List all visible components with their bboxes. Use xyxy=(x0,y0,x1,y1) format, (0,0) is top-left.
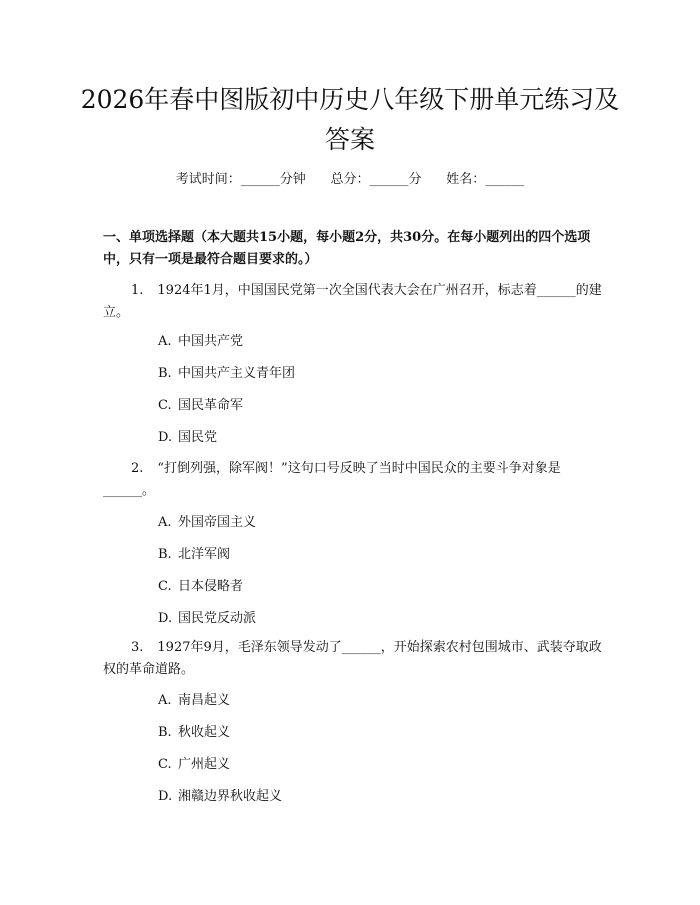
option-text: 外国帝国主义 xyxy=(178,515,257,530)
document-title: 2026年春中图版初中历史八年级下册单元练习及答案 xyxy=(80,85,620,154)
question-number: 3. xyxy=(131,640,144,655)
question-3-option-b[interactable] xyxy=(158,724,230,742)
question-1-option-a[interactable] xyxy=(158,333,243,351)
option-text: 中国共产主义青年团 xyxy=(178,366,296,381)
question-3 xyxy=(103,637,603,681)
section-heading: 一、单项选择题（本大题共15小题，每小题2分，共30分。在每小题列出的四个选项中，只有一项是最符合题目要求的。） xyxy=(103,230,591,267)
question-3-option-d[interactable] xyxy=(158,788,282,806)
question-3-option-c[interactable] xyxy=(158,756,230,774)
option-text: 国民党反动派 xyxy=(178,611,257,626)
question-3-option-a[interactable] xyxy=(158,692,230,710)
option-letter: C. xyxy=(158,757,172,772)
exam-info-line: 考试时间：______分钟 总分：______分 姓名：______ xyxy=(175,172,525,187)
question-2-option-a[interactable] xyxy=(158,514,256,532)
option-letter: D. xyxy=(158,430,173,445)
option-letter: A. xyxy=(158,693,172,708)
option-text: 国民革命军 xyxy=(178,398,244,413)
option-text: 南昌起义 xyxy=(178,693,231,708)
question-1-option-b[interactable] xyxy=(158,365,295,383)
question-2-option-b[interactable] xyxy=(158,546,230,564)
question-text: 1924年1月，中国国民党第一次全国代表大会在广州召开，标志着______的建立。 xyxy=(103,283,602,320)
question-number: 2. xyxy=(131,461,144,476)
question-number: 1. xyxy=(131,283,144,298)
option-letter: B. xyxy=(158,547,172,562)
question-text: 1927年9月，毛泽东领导发动了______，开始探索农村包围城市、武装夺取政权的革命道路。 xyxy=(103,640,602,677)
option-text: 北洋军阀 xyxy=(178,547,231,562)
option-letter: D. xyxy=(158,611,173,626)
question-2-option-d[interactable] xyxy=(158,610,256,628)
option-text: 湘赣边界秋收起义 xyxy=(178,789,283,804)
option-letter: C. xyxy=(158,579,172,594)
option-text: 广州起义 xyxy=(178,757,231,772)
question-1-option-d[interactable] xyxy=(158,429,217,447)
option-letter: A. xyxy=(158,515,172,530)
option-letter: A. xyxy=(158,334,172,349)
option-text: 国民党 xyxy=(178,430,218,445)
option-letter: D. xyxy=(158,789,173,804)
option-text: 秋收起义 xyxy=(178,725,231,740)
question-2 xyxy=(103,458,603,502)
option-letter: B. xyxy=(158,725,172,740)
question-1-option-c[interactable] xyxy=(158,397,243,415)
option-text: 日本侵略者 xyxy=(178,579,244,594)
question-2-option-c[interactable] xyxy=(158,578,243,596)
option-letter: C. xyxy=(158,398,172,413)
option-text: 中国共产党 xyxy=(178,334,244,349)
question-text: “打倒列强，除军阀！”这句口号反映了当时中国民众的主要斗争对象是______。 xyxy=(103,461,561,498)
question-1 xyxy=(103,280,603,324)
option-letter: B. xyxy=(158,366,172,381)
